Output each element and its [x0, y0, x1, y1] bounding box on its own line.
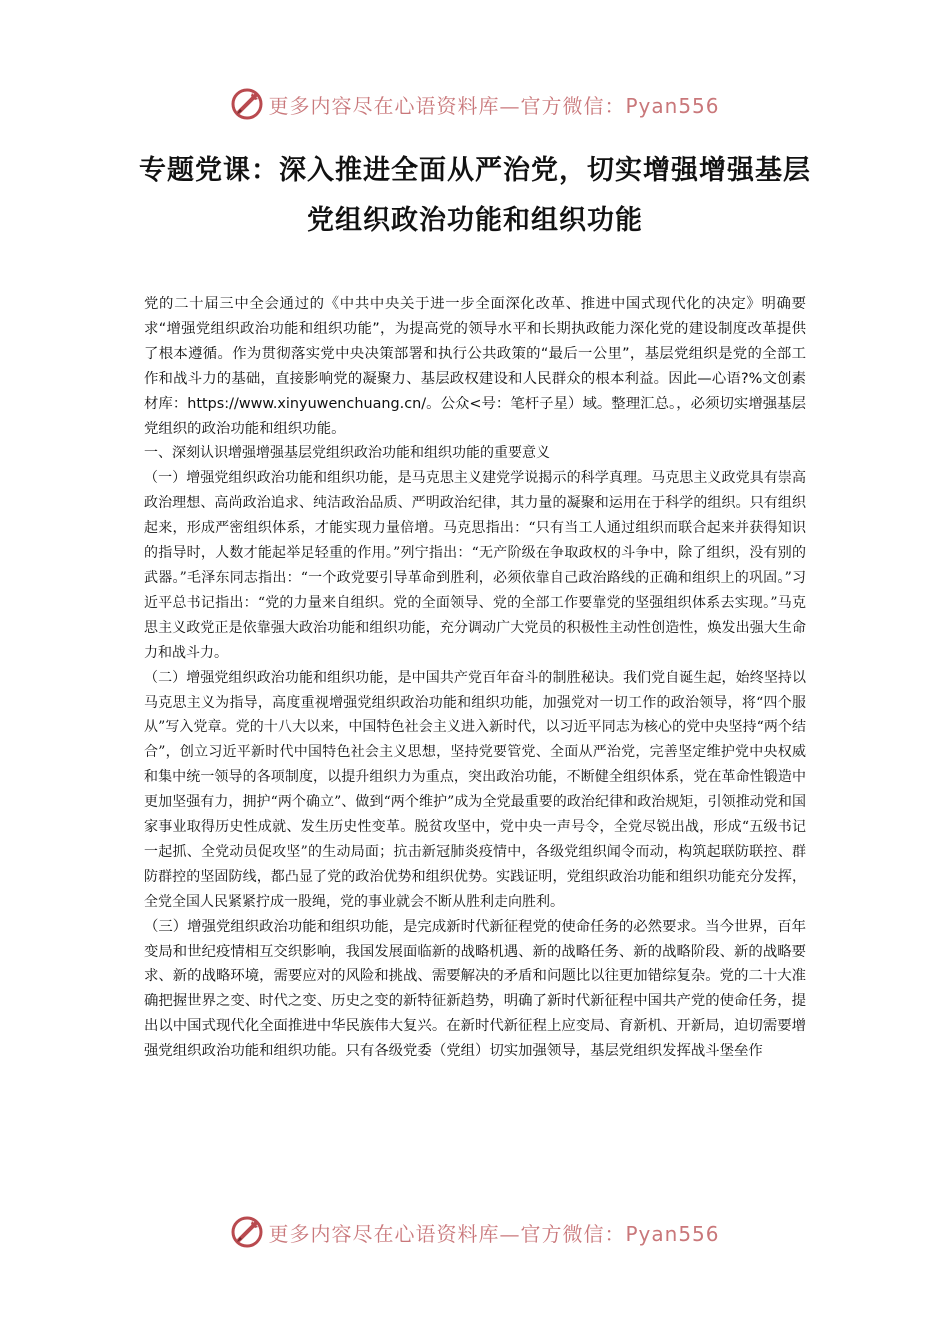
paragraph-2: （二）增强党组织政治功能和组织功能，是中国共产党百年奋斗的制胜秘诀。我们党自诞生起，始终坚持以马克思主义为指导，高度重视增强党组织政治功能和组织功能，加强党对一切工作的政治领导，将“四个服从”写入党章。党的十八大以来，中国特色社会主义进入新时代，以习近平同志为核心的党中央坚持“两个结合”，创立习近平新时代中国特色社会主义思想，坚持党要管党、全面从严治党，完善坚定维护党中央权威和集中统一领导的各项制度，以提升组织力为重点，突出政治功能，不断健全组织体系，党在革命性锻造中更加坚强有力，拥护“两个确立”、做到“两个维护”成为全党最重要的政治纪律和政治规矩，引领推动党和国家事业取得历史性成就、发生历史性变革。脱贫攻坚中，党中央一声号令，全党尽锐出战，形成“五级书记一起抓、全党动员促攻坚”的生动局面；抗击新冠肺炎疫情中，各级党组织闻令而动，构筑起联防联控、群防群控的坚固防线，都凸显了党的政治优势和组织优势。实践证明，党组织政治功能和组织功能充分发挥，全党全国人民紧紧拧成一股绳，党的事业就会不断从胜利走向胜利。: [144, 669, 806, 910]
section-heading-1: 一、深刻认识增强增强基层党组织政治功能和组织功能的重要意义: [144, 445, 550, 462]
header-watermark-banner: [0, 84, 950, 124]
document-body: [144, 292, 806, 1064]
pen-logo-icon: [230, 1215, 264, 1249]
wechat-id: Pyan556: [625, 93, 720, 118]
footer-watermark-banner: [0, 1212, 950, 1252]
intro-paragraph: 党的二十届三中全会通过的《中共中央关于进一步全面深化改革、推进中国式现代化的决定》明确要求“增强党组织政治功能和组织功能”，为提高党的领导水平和长期执政能力深化党的建设制度改革提供了根本遵循。作为贯彻落实党中央决策部署和执行公共政策的“最后一公里”，基层党组织是党的全部工作和战斗力的基础，直接影响党的凝聚力、基层政权建设和人民群众的根本利益。因此—心语?%文创素材库：https://www.xinyuwenchuang.cn/。公众<号：笔杆子星）域。整理汇总。，必须切实增强基层党组织的政治功能和组织功能。: [144, 296, 806, 437]
banner-text: 更多内容尽在心语资料库—官方微信：Pyan556: [268, 93, 720, 118]
document-title: 专题党课：深入推进全面从严治党，切实增强增强基层党组织政治功能和组织功能: [139, 155, 811, 236]
paragraph-1: （一）增强党组织政治功能和组织功能，是马克思主义建党学说揭示的科学真理。马克思主义政党具有崇高政治理想、高尚政治追求、纯洁政治品质、严明政治纪律，其力量的凝聚和运用在于科学的组织。只有组织起来，形成严密组织体系，才能实现力量倍增。马克思指出：“只有当工人通过组织而联合起来并获得知识的指导时，人数才能起举足轻重的作用。”列宁指出：“无产阶级在争取政权的斗争中，除了组织，没有别的武器。”毛泽东同志指出：“一个政党要引导革命到胜利，必须依靠自己政治路线的正确和组织上的巩固。”习近平总书记指出：“党的力量来自组织。党的全面领导、党的全部工作要靠党的坚强组织体系去实现。”马克思主义政党正是依靠强大政治功能和组织功能，充分调动广大党员的积极性主动性创造性，焕发出强大生命力和战斗力。: [144, 470, 806, 661]
pen-logo-icon: [230, 87, 264, 121]
paragraph-3: （三）增强党组织政治功能和组织功能，是完成新时代新征程党的使命任务的必然要求。当今世界，百年变局和世纪疫情相互交织影响，我国发展面临新的战略机遇、新的战略任务、新的战略阶段、新的战略要求、新的战略环境，需要应对的风险和挑战、需要解决的矛盾和问题比以往更加错综复杂。党的二十大准确把握世界之变、时代之变、历史之变的新特征新趋势，明确了新时代新征程中国共产党的使命任务，提出以中国式现代化全面推进中华民族伟大复兴。在新时代新征程上应变局、育新机、开新局，迫切需要增强党组织政治功能和组织功能。只有各级党委（党组）切实加强领导，基层党组织发挥战斗堡垒作: [144, 918, 806, 1060]
wechat-id: Pyan556: [625, 1221, 720, 1246]
banner-text: 更多内容尽在心语资料库—官方微信：Pyan556: [268, 1221, 720, 1246]
